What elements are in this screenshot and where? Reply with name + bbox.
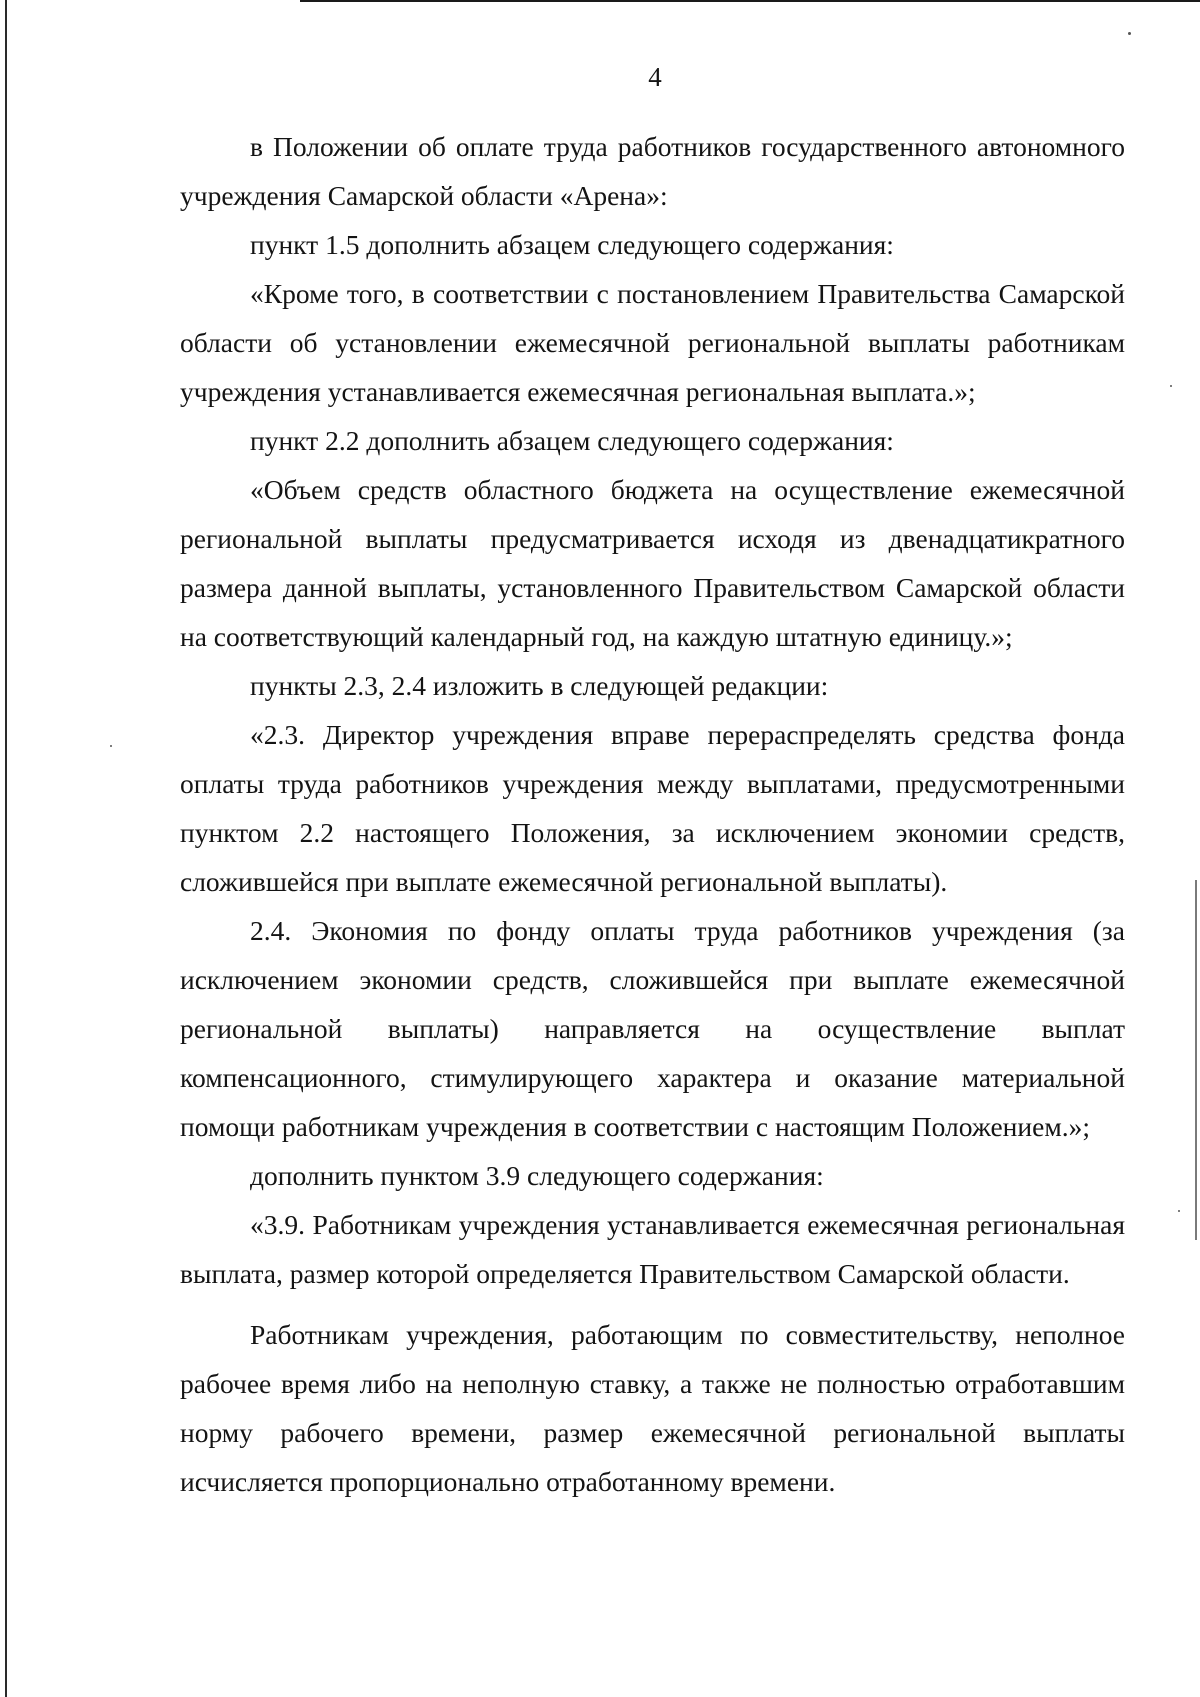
scan-speck: [110, 745, 112, 747]
page-number: 4: [648, 62, 662, 92]
document-body: [180, 122, 1125, 1506]
paragraph: «2.3. Директор учреждения вправе перераспределять средства фонда оплаты труда работников учреждения между выплатами, предусмотренными пунктом 2.2 настоящего Положения, за исключением экономии средств, сложившейся при выплате ежемесячной региональной выплаты).: [180, 719, 1125, 897]
paragraph: пункты 2.3, 2.4 изложить в следующей редакции:: [250, 670, 829, 701]
paragraph: пункт 1.5 дополнить абзацем следующего содержания:: [250, 229, 894, 260]
paragraph: дополнить пунктом 3.9 следующего содержания:: [250, 1160, 824, 1191]
scan-right-mark: [1195, 880, 1197, 1240]
scan-speck: [1178, 1210, 1180, 1212]
scan-left-edge: [5, 0, 7, 1697]
paragraph: 2.4. Экономия по фонду оплаты труда работников учреждения (за исключением экономии средств, сложившейся при выплате ежемесячной региональной выплаты) направляется на осуществление выплат компенсационного, стимулирующего характера и оказание материальной помощи работникам учреждения в соответствии с настоящим Положением.»;: [180, 915, 1125, 1142]
scan-top-edge: [300, 0, 1200, 2]
scan-speck: [1170, 385, 1172, 387]
scan-speck: [1128, 32, 1131, 35]
paragraph: «Объем средств областного бюджета на осуществление ежемесячной региональной выплаты предусматривается исходя из двенадцатикратного размера данной выплаты, установленного Правительством Самарской области на соответствующий календарный год, на каждую штатную единицу.»;: [180, 474, 1125, 652]
paragraph: пункт 2.2 дополнить абзацем следующего содержания:: [250, 425, 894, 456]
paragraph: «Кроме того, в соответствии с постановлением Правительства Самарской области об установлении ежемесячной региональной выплаты работникам учреждения устанавливается ежемесячная региональная выплата.»;: [180, 278, 1125, 407]
paragraph: Работникам учреждения, работающим по совместительству, неполное рабочее время либо на неполную ставку, а также не полностью отработавшим норму рабочего времени, размер ежемесячной региональной выплаты исчисляется пропорционально отработанному времени.: [180, 1319, 1125, 1497]
paragraph: «3.9. Работникам учреждения устанавливается ежемесячная региональная выплата, размер которой определяется Правительством Самарской области.: [180, 1209, 1125, 1289]
paragraph: в Положении об оплате труда работников государственного автономного учреждения Самарской области «Арена»:: [180, 131, 1125, 211]
